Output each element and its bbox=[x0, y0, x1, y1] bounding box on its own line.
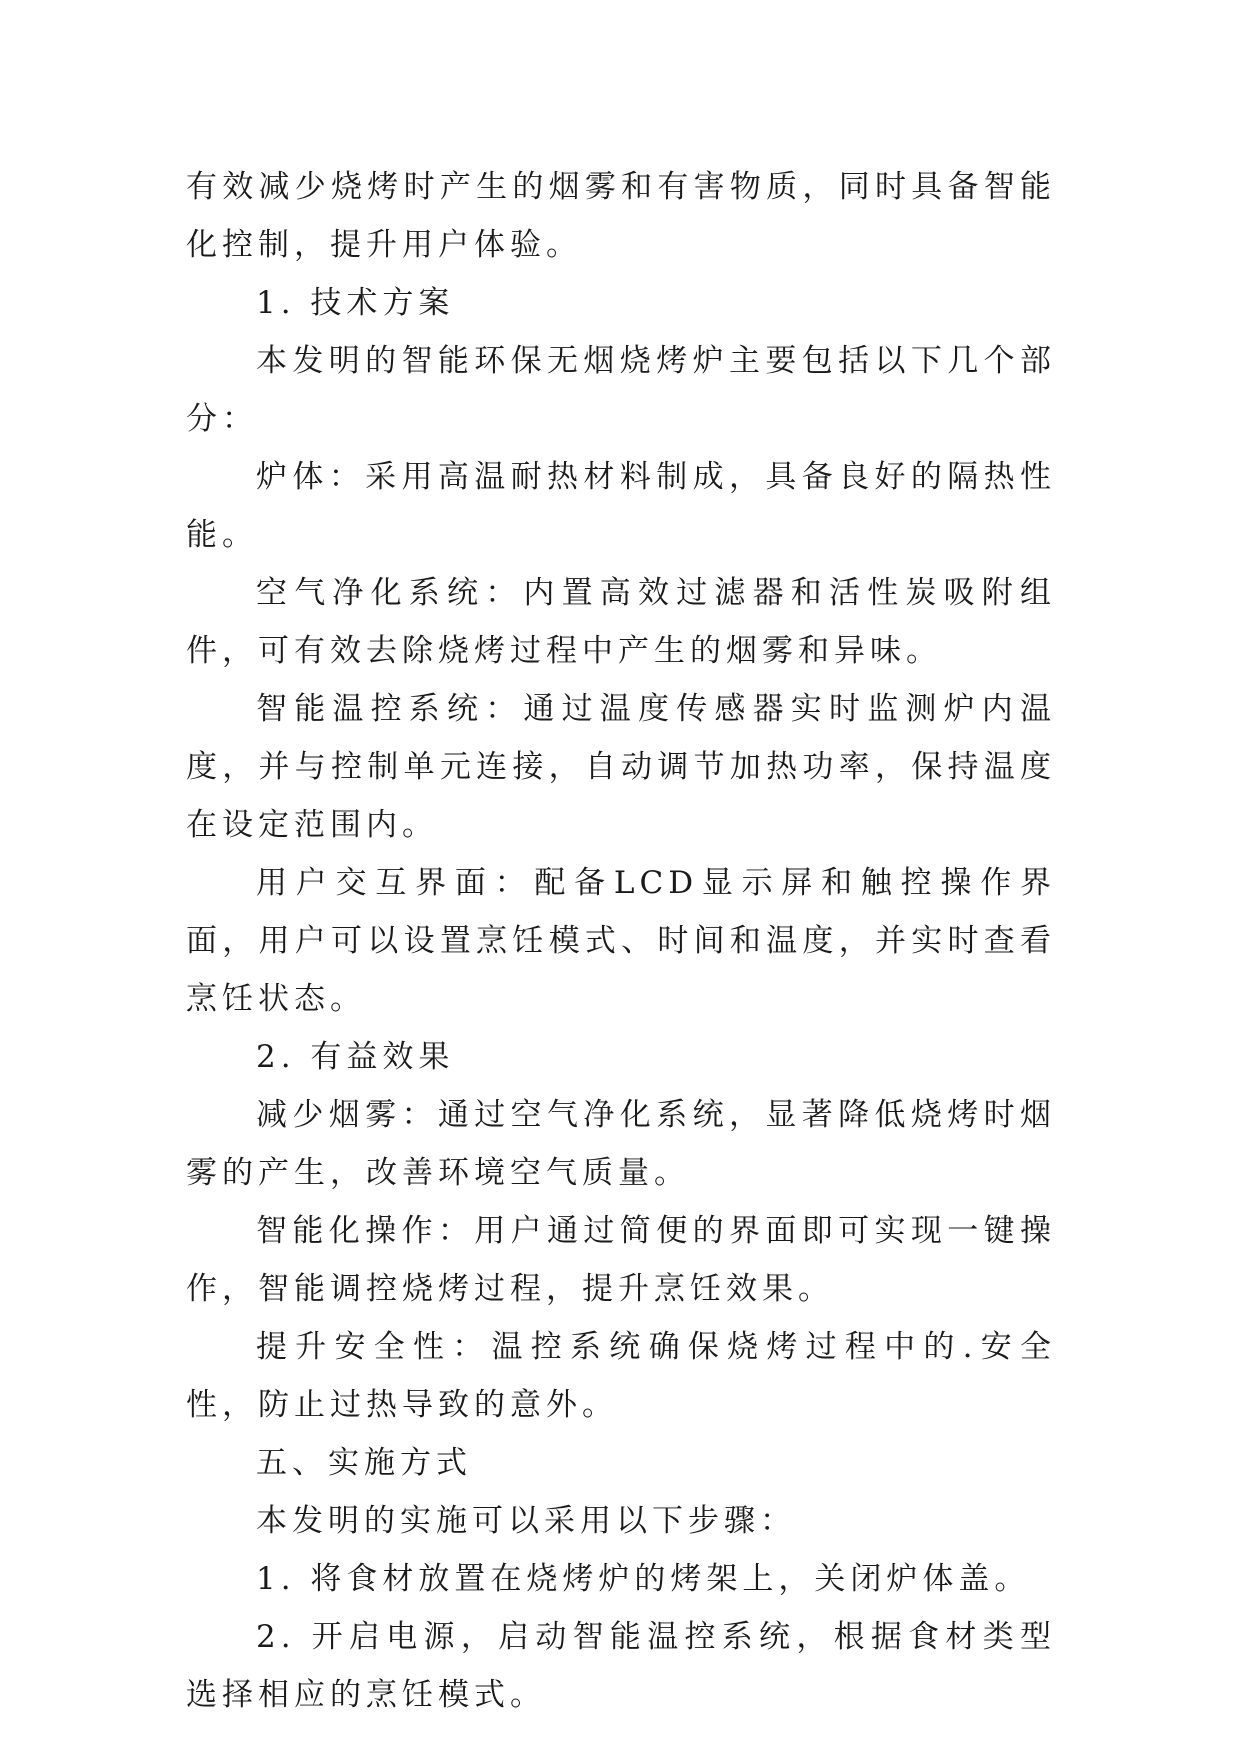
document-body bbox=[186, 158, 1056, 1724]
paragraph-reduce-smoke: 减少烟雾：通过空气净化系统，显著降低烧烤时烟雾的产生，改善环境空气质量。 bbox=[186, 1097, 1056, 1191]
paragraph-temperature-control: 智能温控系统：通过温度传感器实时监测炉内温度，并与控制单元连接，自动调节加热功率，保持温度在设定范围内。 bbox=[186, 691, 1056, 843]
paragraph-steps-intro: 本发明的实施可以采用以下步骤： bbox=[256, 1503, 796, 1539]
section-heading-beneficial-effects: 2. 有益效果 bbox=[256, 1039, 455, 1075]
section-heading-technical-solution: 1. 技术方案 bbox=[256, 285, 455, 321]
step-2: 2. 开启电源，启动智能温控系统，根据食材类型选择相应的烹饪模式。 bbox=[186, 1619, 1056, 1713]
paragraph-furnace-body: 炉体：采用高温耐热材料制成，具备良好的隔热性能。 bbox=[186, 459, 1056, 553]
paragraph-smart-operation: 智能化操作：用户通过简便的界面即可实现一键操作，智能调控烧烤过程，提升烹饪效果。 bbox=[186, 1213, 1056, 1307]
step-1: 1. 将食材放置在烧烤炉的烤架上，关闭炉体盖。 bbox=[256, 1561, 1031, 1597]
paragraph-components-intro: 本发明的智能环保无烟烧烤炉主要包括以下几个部分： bbox=[186, 343, 1056, 437]
section-heading-implementation: 五、实施方式 bbox=[256, 1445, 472, 1481]
paragraph-intro-continuation: 有效减少烧烤时产生的烟雾和有害物质，同时具备智能化控制，提升用户体验。 bbox=[186, 169, 1056, 263]
paragraph-air-purification: 空气净化系统：内置高效过滤器和活性炭吸附组件，可有效去除烧烤过程中产生的烟雾和异味。 bbox=[186, 575, 1056, 669]
paragraph-safety: 提升安全性：温控系统确保烧烤过程中的.安全性，防止过热导致的意外。 bbox=[186, 1329, 1056, 1423]
paragraph-user-interface: 用户交互界面：配备LCD显示屏和触控操作界面，用户可以设置烹饪模式、时间和温度，并实时查看烹饪状态。 bbox=[186, 865, 1056, 1017]
